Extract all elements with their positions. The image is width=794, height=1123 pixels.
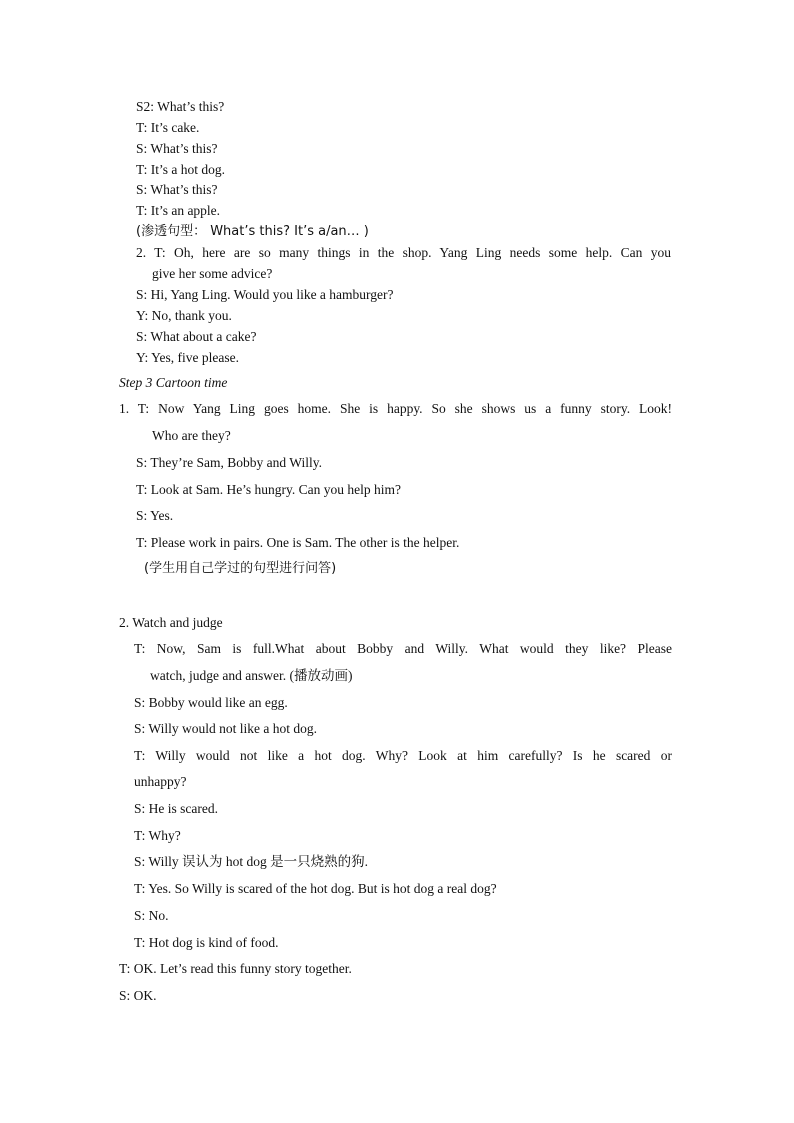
pattern-note: (渗透句型： What’s this? It’s a/an… ) bbox=[136, 224, 369, 239]
dialog-line: Y: Yes, five please. bbox=[136, 350, 239, 365]
dialog-line: S: No. bbox=[134, 908, 169, 923]
item2-line: 2. T: Oh, here are so many things in the shop. Yang Ling needs some help. Can you bbox=[136, 245, 671, 260]
dialog-line: T: It’s a hot dog. bbox=[136, 162, 225, 177]
dialog-line: watch, judge and answer. (播放动画) bbox=[150, 668, 353, 683]
dialog-line: S: What about a cake? bbox=[136, 329, 257, 344]
closing-line: S: OK. bbox=[119, 988, 157, 1003]
dialog-line: T: Now, Sam is full.What about Bobby and Willy. What would they like? Please bbox=[134, 641, 672, 656]
dialog-line: S: He is scared. bbox=[134, 801, 218, 816]
dialog-line: S: What’s this? bbox=[136, 141, 218, 156]
dialog-line: S: Bobby would like an egg. bbox=[134, 695, 288, 710]
method-note: (学生用自己学过的句型进行问答) bbox=[144, 561, 337, 576]
dialog-line: T: It’s cake. bbox=[136, 120, 200, 135]
dialog-line: S: What’s this? bbox=[136, 182, 218, 197]
dialog-line: T: Why? bbox=[134, 828, 181, 843]
dialog-line: S: Hi, Yang Ling. Would you like a hamburger? bbox=[136, 287, 394, 302]
dialog-line: S: They’re Sam, Bobby and Willy. bbox=[136, 455, 322, 470]
dialog-line: T: Willy would not like a hot dog. Why? Look at him carefully? Is he scared or bbox=[134, 748, 672, 763]
dialog-line: S2: What’s this? bbox=[136, 99, 225, 114]
closing-line: T: OK. Let’s read this funny story together. bbox=[119, 961, 352, 976]
dialog-line: Y: No, thank you. bbox=[136, 308, 232, 323]
dialog-line: T: Look at Sam. He’s hungry. Can you help him? bbox=[136, 482, 402, 497]
item2-line: give her some advice? bbox=[152, 266, 273, 281]
dialog-line: T: Hot dog is kind of food. bbox=[134, 935, 279, 950]
dialog-line: T: Please work in pairs. One is Sam. The other is the helper. bbox=[136, 535, 460, 550]
dialog-line: S: Willy 误认为 hot dog 是一只烧熟的狗. bbox=[134, 854, 368, 869]
dialog-line: S: Yes. bbox=[136, 508, 174, 523]
cartoon-item1-line: Who are they? bbox=[152, 428, 231, 443]
cartoon-item1-line: 1. T: Now Yang Ling goes home. She is happy. So she shows us a funny story. Look! bbox=[119, 401, 672, 416]
dialog-line: S: Willy would not like a hot dog. bbox=[134, 721, 317, 736]
dialog-line: unhappy? bbox=[134, 774, 187, 789]
section-heading: Step 3 Cartoon time bbox=[119, 375, 228, 390]
section-subheading: 2. Watch and judge bbox=[119, 615, 223, 630]
dialog-line: T: Yes. So Willy is scared of the hot dog. But is hot dog a real dog? bbox=[134, 881, 497, 896]
dialog-line: T: It’s an apple. bbox=[136, 203, 221, 218]
